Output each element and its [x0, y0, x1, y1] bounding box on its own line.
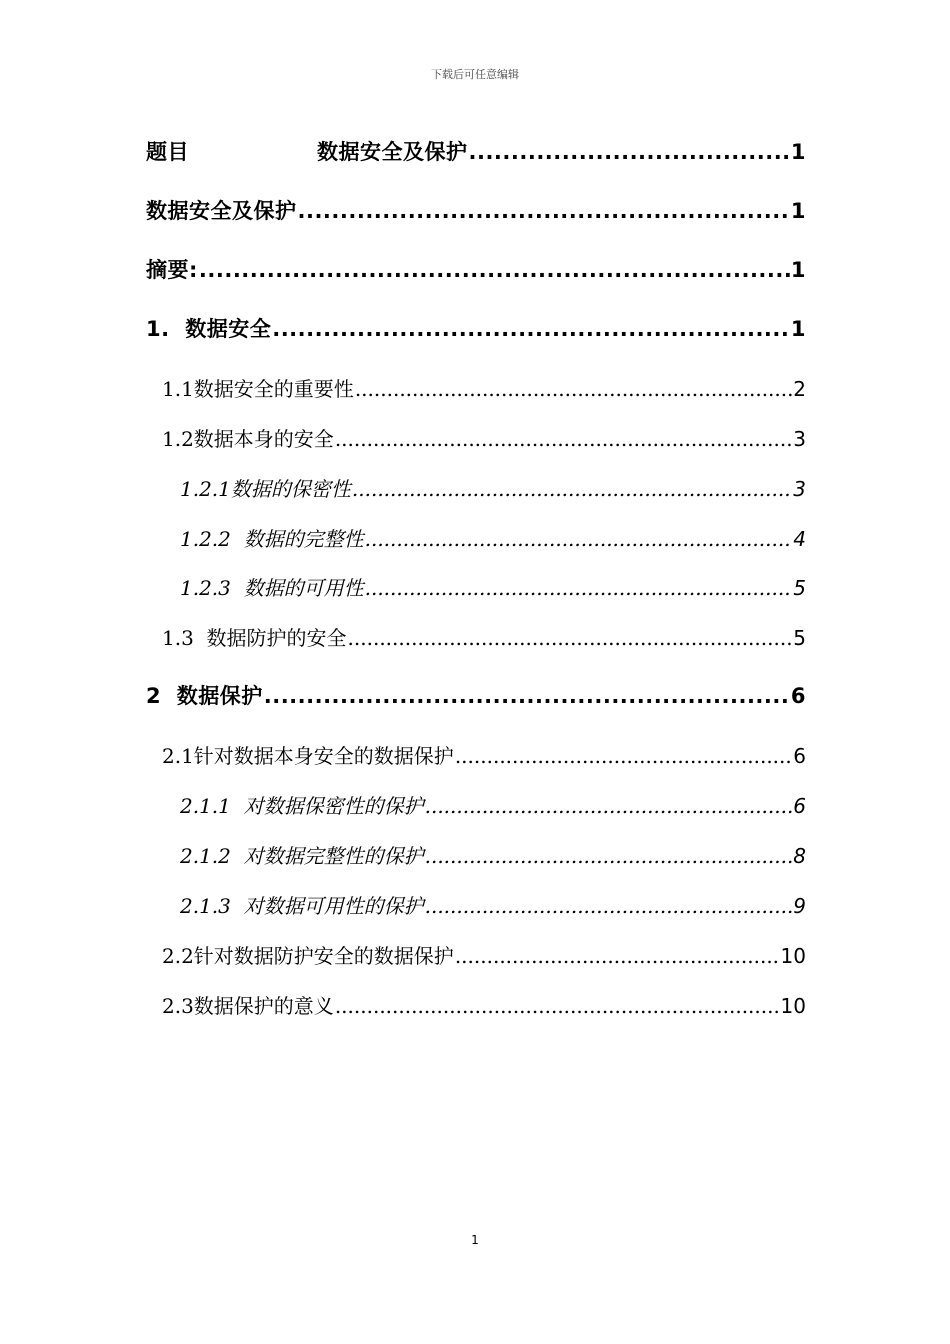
toc-label: 2.1.3 对数据可用性的保护 [180, 894, 424, 918]
toc-leader-dots [264, 684, 790, 708]
toc-page-number: 10 [780, 944, 806, 968]
toc-label: 2.3数据保护的意义 [162, 994, 334, 1018]
toc-leader-dots [272, 317, 790, 341]
toc-entry[interactable] [162, 423, 806, 452]
toc-leader-dots [199, 258, 790, 282]
toc-entry[interactable] [162, 940, 806, 969]
toc-label: 2.1.1 对数据保密性的保护 [180, 794, 424, 818]
toc-entry[interactable] [146, 313, 806, 343]
toc-leader-dots [425, 844, 793, 868]
toc-page-number: 3 [793, 427, 806, 451]
toc-entry-title[interactable] [146, 136, 806, 166]
toc-title-prefix: 题目 [146, 140, 189, 164]
page-header: 下载后可任意编辑 [431, 68, 519, 81]
toc-label: 2.1针对数据本身安全的数据保护 [162, 744, 454, 768]
toc-page-number: 3 [793, 477, 806, 501]
toc-leader-dots [352, 477, 792, 501]
toc-leader-dots [355, 377, 792, 401]
toc-leader-dots [425, 894, 793, 918]
toc-page-number: 10 [780, 994, 806, 1018]
toc-page-number: 5 [793, 626, 806, 650]
toc-label: 摘要: [146, 258, 198, 282]
toc-label: 1. 数据安全 [146, 317, 272, 341]
toc-page-number: 6 [793, 744, 806, 768]
toc-label: 数据安全及保护 [146, 199, 297, 223]
toc-label: 1.2数据本身的安全 [162, 427, 334, 451]
toc-page-number: 6 [793, 794, 806, 818]
toc-leader-dots [335, 994, 780, 1018]
toc-leader-dots [469, 140, 790, 164]
toc-label: 1.2.1数据的保密性 [180, 477, 351, 501]
toc-entry[interactable] [162, 373, 806, 402]
toc-leader-dots [335, 427, 792, 451]
toc-entry[interactable] [180, 572, 806, 601]
toc-label: 2.2针对数据防护安全的数据保护 [162, 944, 454, 968]
toc-label: 2.1.2 对数据完整性的保护 [180, 844, 424, 868]
toc-page-number: 1 [790, 258, 806, 282]
toc-leader-dots [365, 576, 793, 600]
toc-page-number: 6 [790, 684, 806, 708]
toc-page-number: 8 [793, 844, 806, 868]
toc-label: 1.3 数据防护的安全 [162, 626, 347, 650]
toc-entry[interactable] [162, 990, 806, 1019]
toc-label: 1.2.3 数据的可用性 [180, 576, 364, 600]
toc-page-number: 5 [793, 576, 806, 600]
toc-page-number: 2 [793, 377, 806, 401]
toc-entry[interactable] [180, 790, 806, 819]
toc-leader-dots [365, 527, 793, 551]
toc-title-text: 数据安全及保护 [317, 140, 468, 164]
toc-page-number: 1 [790, 317, 806, 341]
toc-label: 1.1数据安全的重要性 [162, 377, 354, 401]
toc-page-number: 4 [793, 527, 806, 551]
toc-entry[interactable] [162, 622, 806, 651]
toc-label: 2 数据保护 [146, 684, 263, 708]
toc-leader-dots [298, 199, 790, 223]
toc-label: 1.2.2 数据的完整性 [180, 527, 364, 551]
toc-leader-dots [425, 794, 793, 818]
toc-page-number: 9 [793, 894, 806, 918]
toc-entry[interactable] [146, 680, 806, 710]
toc-entry[interactable] [180, 473, 806, 502]
page-number-footer: 1 [471, 1233, 479, 1247]
toc-entry[interactable] [180, 523, 806, 552]
toc-entry[interactable] [146, 254, 806, 284]
toc-page-number: 1 [790, 140, 806, 164]
toc-entry[interactable] [146, 195, 806, 225]
toc-entry[interactable] [180, 840, 806, 869]
toc-entry[interactable] [162, 740, 806, 769]
toc-leader-dots [348, 626, 793, 650]
toc-leader-dots [455, 744, 792, 768]
toc-page-number: 1 [790, 199, 806, 223]
toc-leader-dots [455, 944, 780, 968]
toc-entry[interactable] [180, 890, 806, 919]
